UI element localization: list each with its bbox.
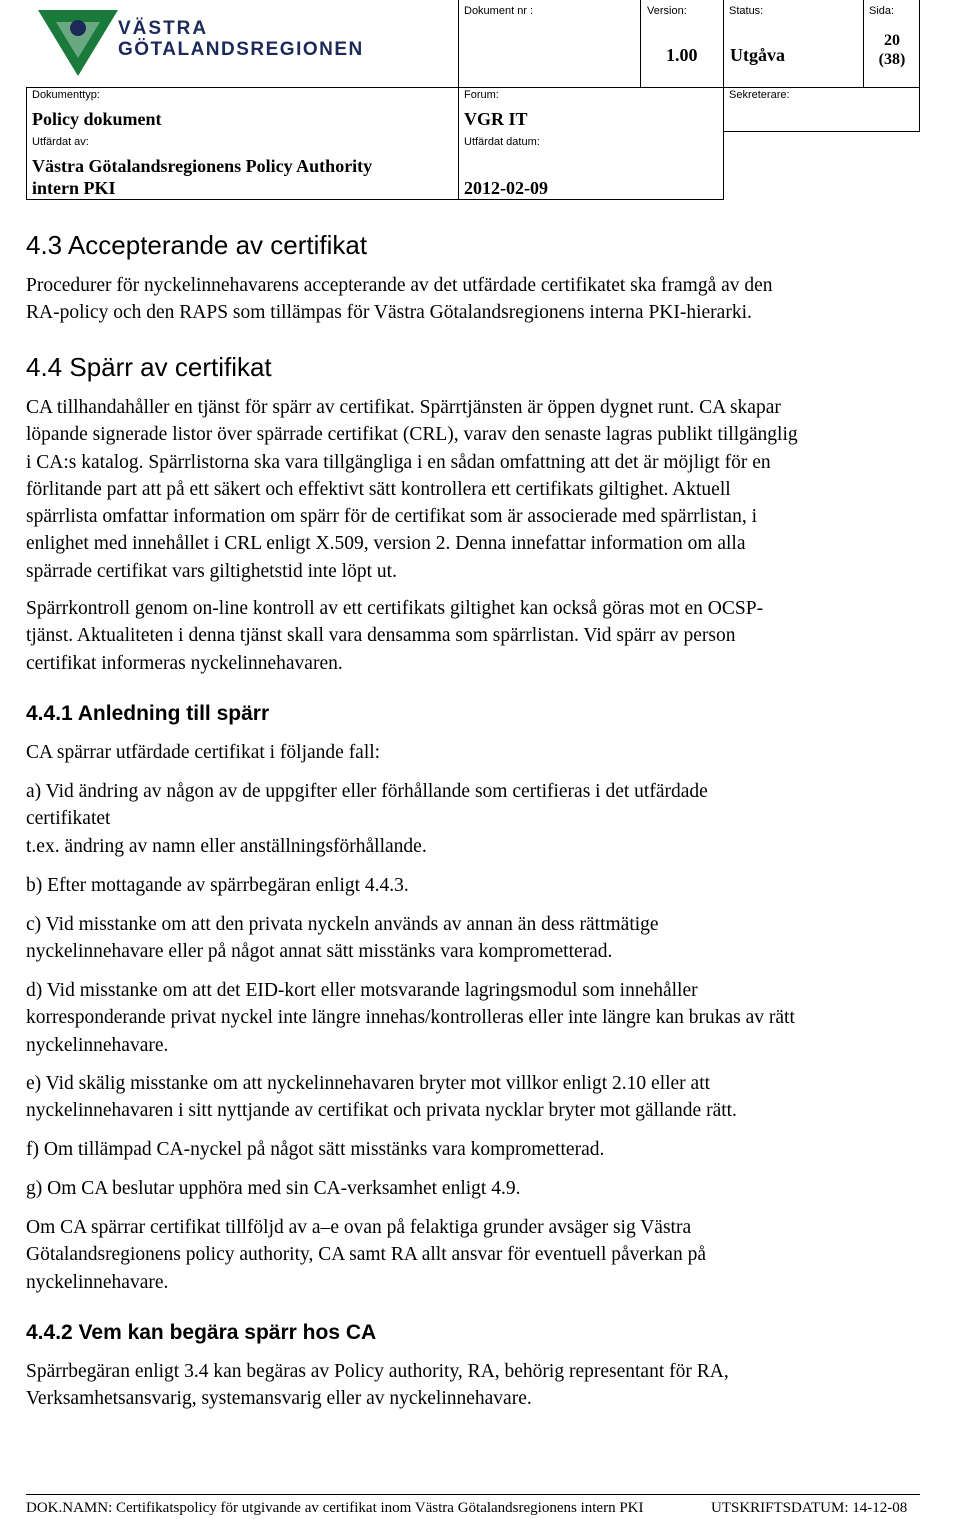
section-4-4-paragraph-2 bbox=[26, 595, 763, 677]
utfardat-datum-label: Utfärdat datum: bbox=[464, 136, 540, 148]
forum-label: Forum: bbox=[464, 89, 499, 101]
dokumenttyp-label: Dokumenttyp: bbox=[32, 89, 100, 101]
section-4-4-paragraph-1 bbox=[26, 394, 798, 585]
text-line: RA-policy och den RAPS som tillämpas för Västra Götalandsregionens interna PKI-hierarki. bbox=[26, 302, 752, 324]
text-line: spärrlista omfattar information om spärr för de certifikat som är associerade med spärrlistan, i bbox=[26, 506, 757, 528]
section-4-3-text bbox=[26, 272, 773, 327]
text-line: tjänst. Aktualiteten i denna tjänst skall vara densamma som spärrlistan. Vid spärr av person bbox=[26, 625, 736, 647]
text-line: korresponderande privat nyckel inte längre innehas/kontrolleras eller inte längre kan brukas av rätt bbox=[26, 1007, 795, 1029]
status-value: Utgåva bbox=[730, 45, 785, 65]
sida-value: 20 bbox=[884, 32, 900, 49]
list-item-d bbox=[26, 977, 795, 1059]
region-logo-icon bbox=[36, 6, 120, 80]
list-item-g bbox=[26, 1175, 520, 1202]
text-line: nyckelinnehavare eller på något annat sätt misstänks vara komprometterad. bbox=[26, 941, 613, 963]
text-line: enlighet med innehållet i CRL enligt X.509, version 2. Denna innefattar information om alla bbox=[26, 533, 746, 555]
text-line: nyckelinnehavaren i sitt nyttjande av certifikat och privata nycklar bryter mot gällande rätt. bbox=[26, 1100, 737, 1122]
text-line: CA tillhandahåller en tjänst för spärr av certifikat. Spärrtjänsten är öppen dygnet runt. CA skapar bbox=[26, 397, 781, 418]
sekreterare-label: Sekreterare: bbox=[729, 89, 790, 101]
text-line: löpande signerade listor över spärrade certifikat (CRL), varav den senaste lagras publikt tillgänglig bbox=[26, 424, 798, 446]
text-line: e) Vid skälig misstanke om att nyckelinnehavaren bryter mot villkor enligt 2.10 eller att bbox=[26, 1073, 711, 1094]
list-item-b bbox=[26, 872, 409, 899]
version-label: Version: bbox=[647, 5, 687, 17]
text-line: Spärrbegäran enligt 3.4 kan begäras av Policy authority, RA, behörig representant för RA, bbox=[26, 1361, 729, 1382]
text-line: certifikat informeras nyckelinnehavaren. bbox=[26, 652, 343, 674]
text-line: Götalandsregionens policy authority, CA samt RA allt ansvar för eventuell påverkan på bbox=[26, 1244, 706, 1266]
text-line: d) Vid misstanke om att det EID-kort eller motsvarande lagringsmodul som innehåller bbox=[26, 980, 698, 1001]
text-line: i CA:s katalog. Spärrlistorna ska vara tillgängliga i en sådan omfattning att det är möjligt för en bbox=[26, 451, 771, 473]
sida-total: (38) bbox=[878, 51, 906, 68]
dokumenttyp-value: Policy dokument bbox=[32, 109, 162, 129]
text-line: t.ex. ändring av namn eller anställningsförhållande. bbox=[26, 835, 427, 857]
list-item-c bbox=[26, 911, 659, 966]
utfardat-datum-value: 2012-02-09 bbox=[464, 178, 548, 198]
text-line: Procedurer för nyckelinnehavarens accepterande av det utfärdade certifikatet ska framgå av den bbox=[26, 275, 773, 296]
text-line: b) Efter mottagande av spärrbegäran enligt 4.4.3. bbox=[26, 875, 409, 896]
section-4-4-2-text bbox=[26, 1358, 729, 1413]
list-item-a bbox=[26, 778, 708, 860]
text-line: förlitande part att på ett säkert och effektivt sätt kontrollera ett certifikats giltighet. Aktuell bbox=[26, 478, 731, 500]
text-line: a) Vid ändring av någon av de uppgifter eller förhållande som certifieras i det utfärdade bbox=[26, 781, 708, 802]
logo-text-vastra: VÄSTRA bbox=[118, 18, 209, 39]
text-line: f) Om tillämpad CA-nyckel på något sätt misstänks vara komprometterad. bbox=[26, 1139, 605, 1160]
text-line: Verksamhetsansvarig, systemansvarig eller av nyckelinnehavare. bbox=[26, 1388, 532, 1410]
section-4-4-heading: 4.4 Spärr av certifikat bbox=[26, 352, 272, 382]
text-line: Om CA spärrar certifikat tillföljd av a–e ovan på felaktiga grunder avsäger sig Västra bbox=[26, 1217, 692, 1238]
section-4-4-1-closing bbox=[26, 1214, 706, 1296]
region-logo bbox=[36, 6, 376, 80]
text-line: nyckelinnehavare. bbox=[26, 1271, 169, 1293]
utfardat-av-value-line1: Västra Götalandsregionens Policy Authority bbox=[32, 156, 373, 176]
text-line: nyckelinnehavare. bbox=[26, 1034, 169, 1056]
section-4-4-1-intro: CA spärrar utfärdade certifikat i följande fall: bbox=[26, 742, 381, 763]
footer-print-date: UTSKRIFTSDATUM: 14-12-08 bbox=[711, 1500, 908, 1516]
list-item-f bbox=[26, 1136, 604, 1163]
section-4-4-2-heading: 4.4.2 Vem kan begära spärr hos CA bbox=[26, 1321, 377, 1344]
text-line: g) Om CA beslutar upphöra med sin CA-verksamhet enligt 4.9. bbox=[26, 1178, 521, 1199]
text-line: c) Vid misstanke om att den privata nyckeln används av annan än dess rättmätige bbox=[26, 914, 659, 935]
sida-label: Sida: bbox=[869, 5, 895, 17]
section-4-3-heading: 4.3 Accepterande av certifikat bbox=[26, 230, 368, 260]
dokument-nr-label: Dokument nr : bbox=[464, 5, 534, 17]
text-line: Spärrkontroll genom on-line kontroll av ett certifikats giltighet kan också göras mot en OCSP- bbox=[26, 598, 764, 619]
status-label: Status: bbox=[729, 5, 764, 17]
footer-document-name: DOK.NAMN: Certifikatspolicy för utgivande av certifikat inom Västra Götalandsregionens intern PKI bbox=[26, 1500, 644, 1516]
version-value: 1.00 bbox=[666, 45, 698, 65]
list-item-e bbox=[26, 1070, 737, 1125]
utfardat-av-label: Utfärdat av: bbox=[32, 136, 89, 148]
logo-text-gotalandsregionen: GÖTALANDSREGIONEN bbox=[118, 39, 364, 60]
text-line: certifikatet bbox=[26, 808, 111, 830]
text-line: spärrade certifikat vars giltighetstid inte löpt ut. bbox=[26, 560, 397, 582]
section-4-4-1-heading: 4.4.1 Anledning till spärr bbox=[26, 702, 270, 725]
forum-value: VGR IT bbox=[464, 109, 528, 129]
utfardat-av-value-line2: intern PKI bbox=[32, 178, 116, 198]
